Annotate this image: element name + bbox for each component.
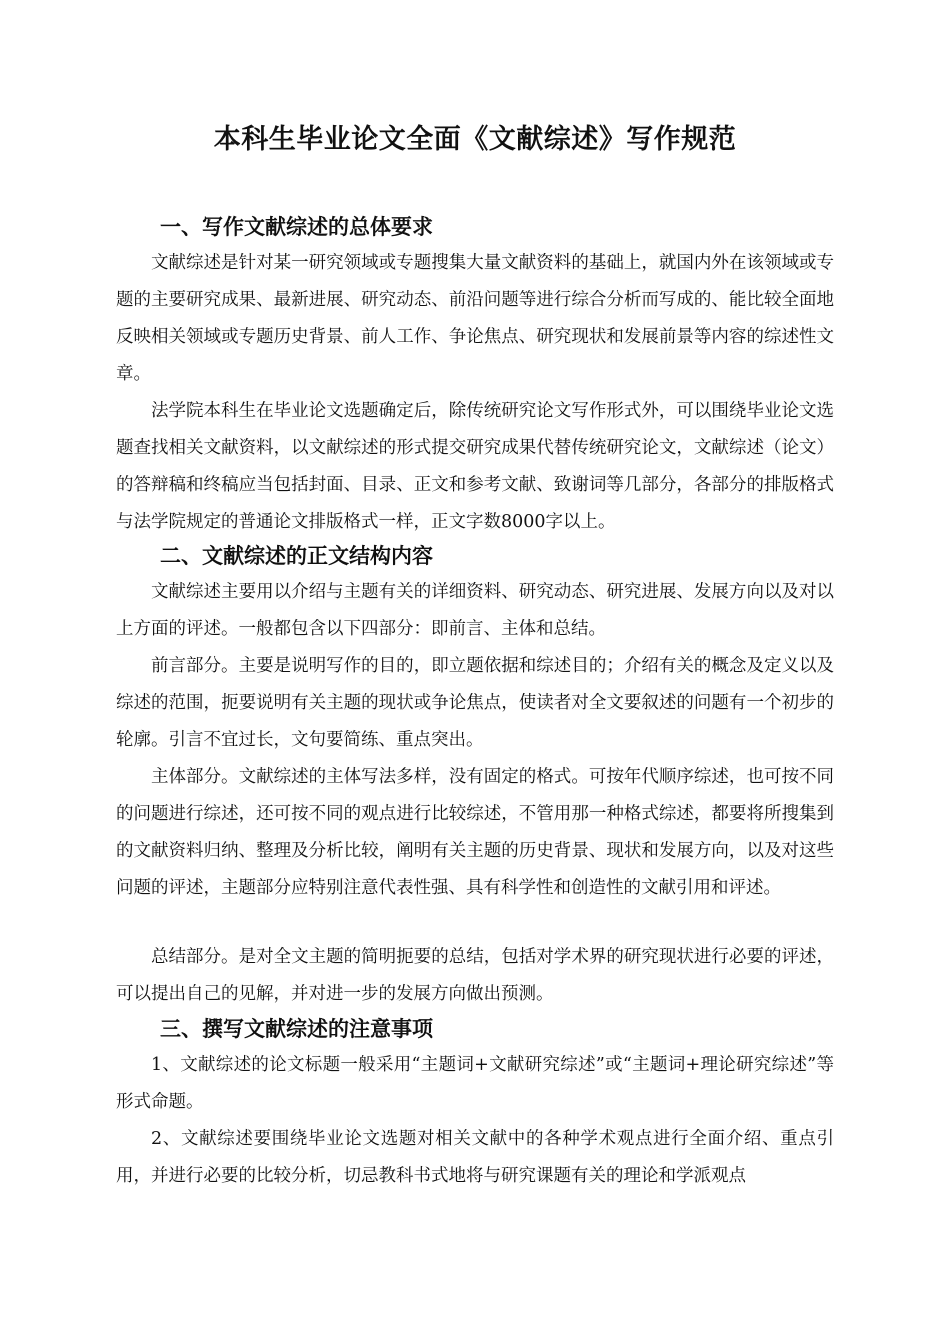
paragraph: 1、文献综述的论文标题一般采用“主题词+文献研究综述”或“主题词+理论研究综述”等形式命题。 [116, 1055, 834, 1112]
section-heading-3: 三、撰写文献综述的注意事项 [160, 1017, 433, 1041]
paragraph: 2、文献综述要围绕毕业论文选题对相关文献中的各种学术观点进行全面介绍、重点引用，并进行必要的比较分析，切忌教科书式地将与研究课题有关的理论和学派观点 [116, 1129, 834, 1186]
paragraph: 文献综述主要用以介绍与主题有关的详细资料、研究动态、研究进展、发展方向以及对以上方面的评述。一般都包含以下四部分：即前言、主体和总结。 [116, 582, 834, 639]
paragraph: 前言部分。主要是说明写作的目的，即立题依据和综述目的；介绍有关的概念及定义以及综述的范围，扼要说明有关主题的现状或争论焦点，使读者对全文要叙述的问题有一个初步的轮廓。引言不宜过长，文句要简练、重点突出。 [116, 656, 834, 750]
section-heading-1: 一、写作文献综述的总体要求 [160, 215, 433, 239]
paragraph: 主体部分。文献综述的主体写法多样，没有固定的格式。可按年代顺序综述，也可按不同的问题进行综述，还可按不同的观点进行比较综述，不管用那一种格式综述，都要将所搜集到的文献资料归纳、整理及分析比较，阐明有关主题的历史背景、现状和发展方向，以及对这些问题的评述，主题部分应特别注意代表性强、具有科学性和创造性的文献引用和评述。 [116, 767, 834, 898]
document-title: 本科生毕业论文全面《文献综述》写作规范 [213, 124, 737, 155]
paragraph: 文献综述是针对某一研究领域或专题搜集大量文献资料的基础上，就国内外在该领域或专题的主要研究成果、最新进展、研究动态、前沿问题等进行综合分析而写成的、能比较全面地反映相关领域或专题历史背景、前人工作、争论焦点、研究现状和发展前景等内容的综述性文章。 [116, 253, 834, 384]
paragraph: 总结部分。是对全文主题的简明扼要的总结，包括对学术界的研究现状进行必要的评述，可以提出自己的见解，并对进一步的发展方向做出预测。 [116, 947, 834, 1004]
section-heading-2: 二、文献综述的正文结构内容 [160, 544, 433, 568]
paragraph: 法学院本科生在毕业论文选题确定后，除传统研究论文写作形式外，可以围绕毕业论文选题查找相关文献资料，以文献综述的形式提交研究成果代替传统研究论文，文献综述（论文）的答辩稿和终稿应当包括封面、目录、正文和参考文献、致谢词等几部分，各部分的排版格式与法学院规定的普通论文排版格式一样，正文字数8000字以上。 [116, 401, 834, 532]
